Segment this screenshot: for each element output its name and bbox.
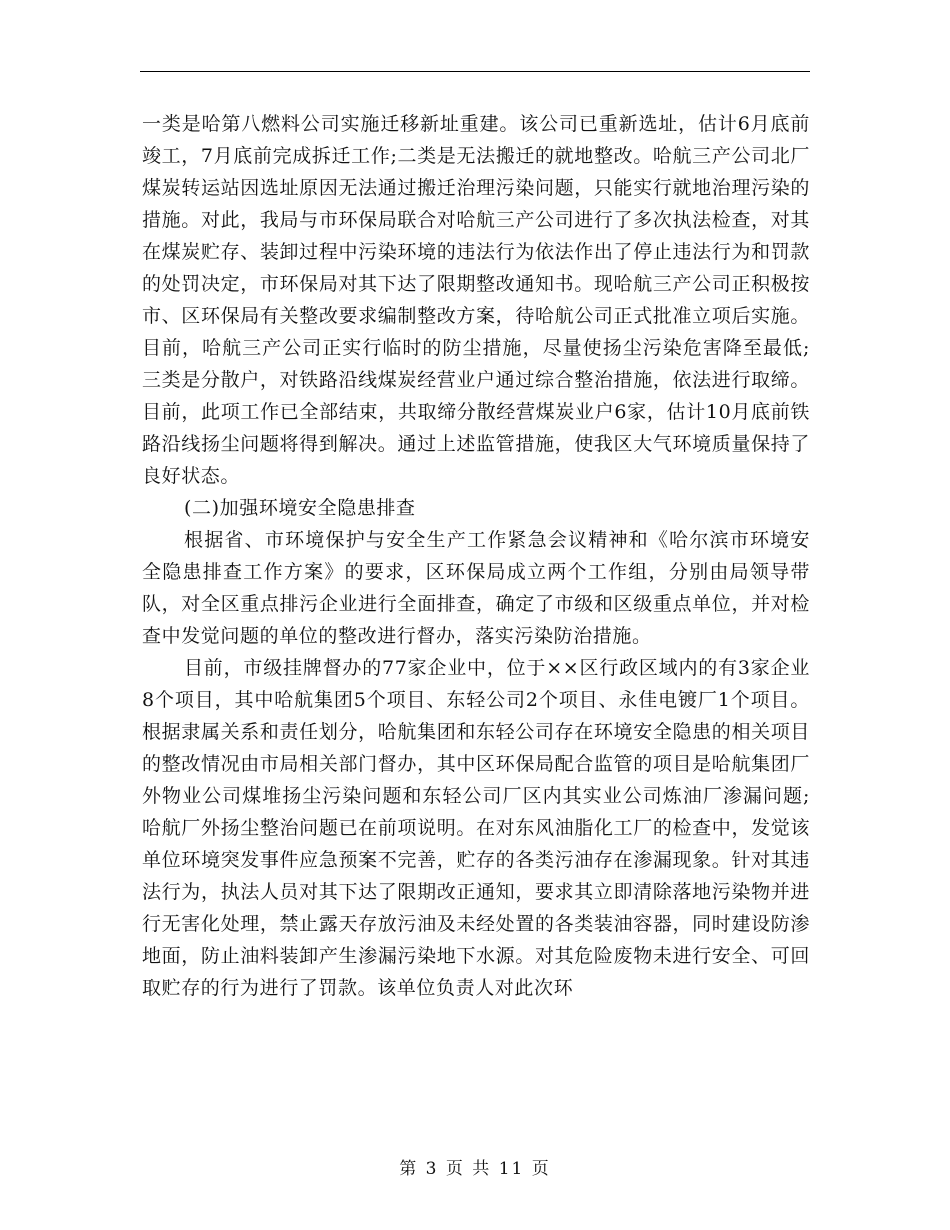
page-number: 第 3 页 共 11 页 [399,1159,551,1179]
paragraph-1: 一类是哈第八燃料公司实施迁移新址重建。该公司已重新选址，估计6月底前竣工，7月底前完成拆迁工作;二类是无法搬迁的就地整改。哈航三产公司北厂煤炭转运站因选址原因无法通过搬迁治理污染问题，只能实行就地治理污染的措施。对此，我局与市环保局联合对哈航三产公司进行了多次执法检查，对其在煤炭贮存、装卸过程中污染环境的违法行为依法作出了停止违法行为和罚款的处罚决定，市环保局对其下达了限期整改通知书。现哈航三产公司正积极按市、区环保局有关整改要求编制整改方案，待哈航公司正式批准立项后实施。目前，哈航三产公司正实行临时的防尘措施，尽量使扬尘污染危害降至最低;三类是分散户，对铁路沿线煤炭经营业户通过综合整治措施，依法进行取缔。目前，此项工作已全部结束，共取缔分散经营煤炭业户6家，估计10月底前铁路沿线扬尘问题将得到解决。通过上述监管措施，使我区大气环境质量保持了良好状态。 [142,113,810,487]
document-body [142,108,810,1004]
paragraph-3: 目前，市级挂牌督办的77家企业中，位于××区行政区域内的有3家企业8个项目，其中哈航集团5个项目、东轻公司2个项目、永佳电镀厂1个项目。根据隶属关系和责任划分，哈航集团和东轻公司存在环境安全隐患的相关项目的整改情况由市局相关部门督办，其中区环保局配合监管的项目是哈航集团厂外物业公司煤堆扬尘污染问题和东轻公司厂区内其实业公司炼油厂渗漏问题;哈航厂外扬尘整治问题已在前项说明。在对东风油脂化工厂的检查中，发觉该单位环境突发事件应急预案不完善，贮存的各类污油存在渗漏现象。针对其违法行为，执法人员对其下达了限期改正通知，要求其立即清除落地污染物并进行无害化处理，禁止露天存放污油及未经处置的各类装油容器，同时建设防渗地面，防止油料装卸产生渗漏污染地下水源。对其危险废物未进行安全、可回取贮存的行为进行了罚款。该单位负责人对此次环 [142,657,810,999]
paragraph-2: 根据省、市环境保护与安全生产工作紧急会议精神和《哈尔滨市环境安全隐患排查工作方案》的要求，区环保局成立两个工作组，分别由局领导带队，对全区重点排污企业进行全面排查，确定了市级和区级重点单位，并对检查中发觉问题的单位的整改进行督办，落实污染防治措施。 [142,529,810,647]
section-heading: (二)加强环境安全隐患排查 [184,497,416,519]
header-rule [140,71,810,72]
